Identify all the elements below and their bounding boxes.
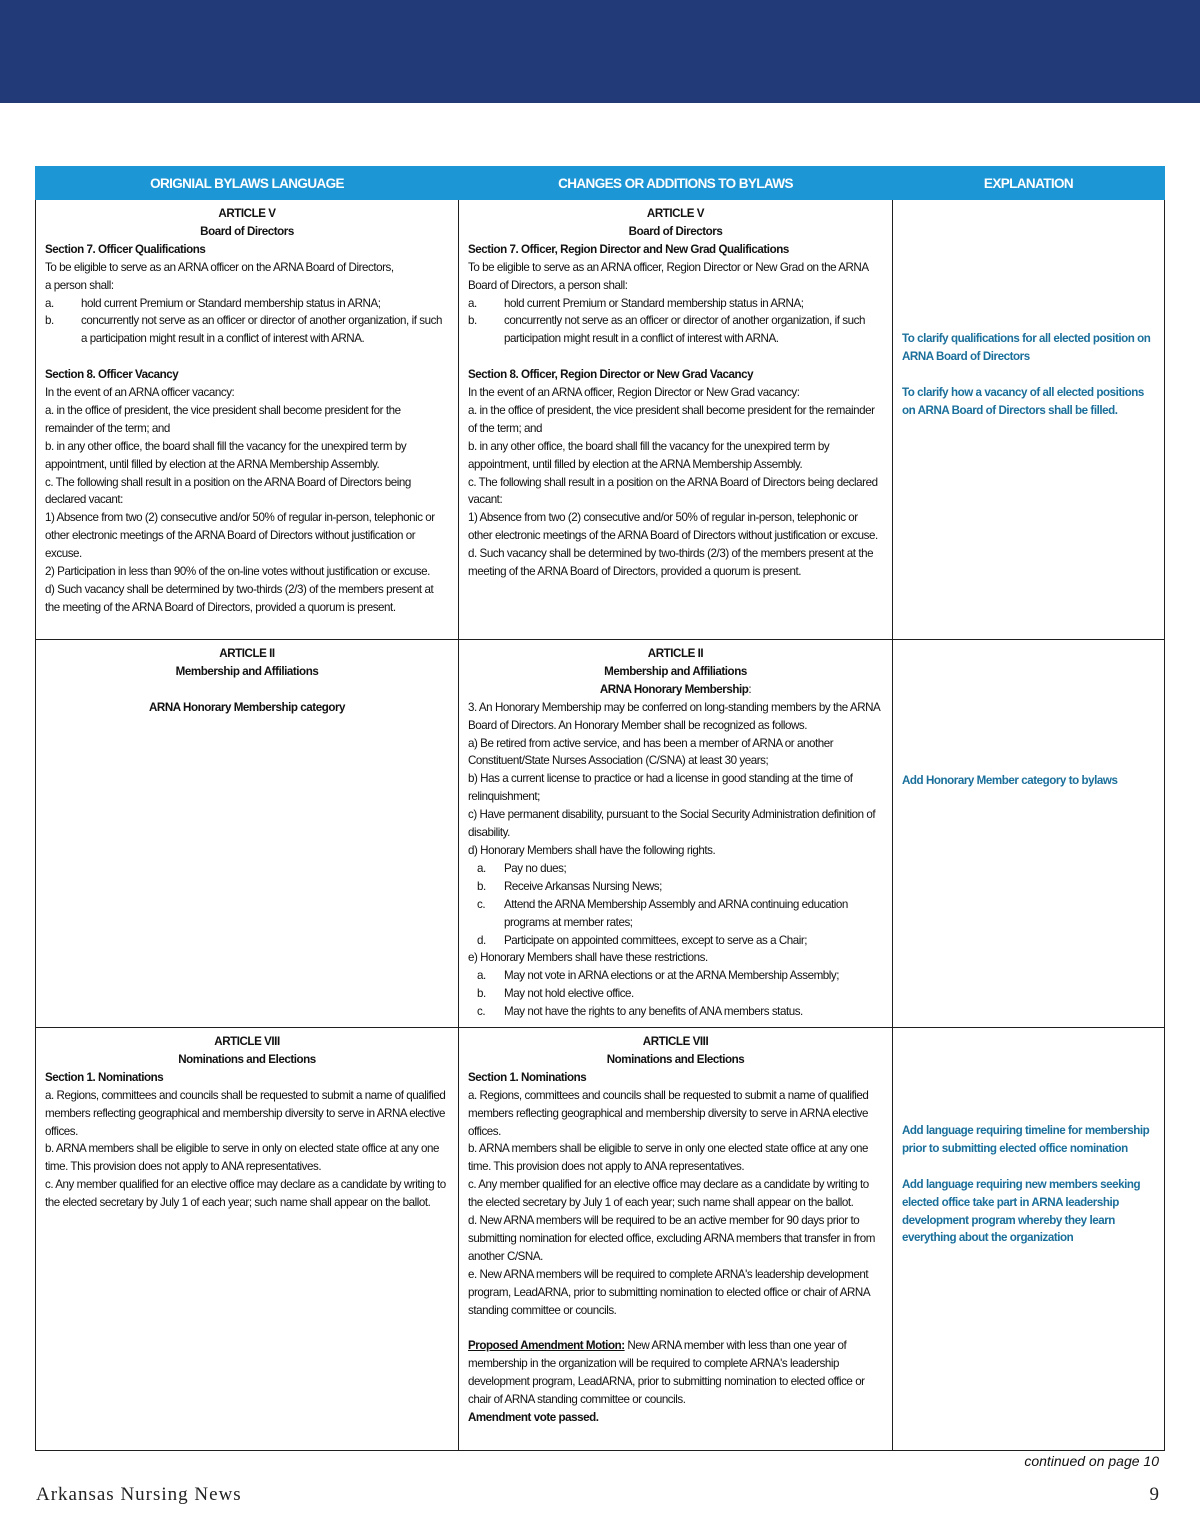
section-heading: Section 8. Officer, Region Director or New Grad Vacancy [468, 368, 754, 382]
bylaws-table [35, 166, 1165, 1451]
list-marker: a. [468, 296, 477, 310]
paragraph: d. Such vacancy shall be determined by two-thirds (2/3) of the members present at the meeting of the ARNA Board of Directors, provided a quorum is present. [468, 547, 874, 579]
paragraph: a. in the office of president, the vice president shall become president for the remainder of the term; and [45, 403, 401, 435]
motion-text: New ARNA member with less than one year of membership in the organization will be required to complete ARNA's leadership development program, LeadARNA, prior to submitting nomination to elected office or chair of ARNA standing committee or councils. [468, 1339, 865, 1407]
explanation-text: Add language requiring timeline for membership prior to submitting elected office nomination [902, 1124, 1150, 1155]
table-row [36, 200, 1165, 640]
explanation-cell [893, 1028, 1165, 1451]
table-row [36, 640, 1165, 1028]
list-text: hold current Premium or Standard membership status in ARNA; [504, 296, 804, 310]
paragraph: b) Has a current license to practice or had a license in good standing at the time of relinquishment; [468, 772, 853, 804]
paragraph: a. Regions, committees and councils shall be requested to submit a name of qualified members reflecting geographical and membership diversity to serve in ARNA elective offices. [468, 1088, 869, 1138]
table-header-row [36, 167, 1165, 200]
paragraph: To be eligible to serve as an ARNA officer, Region Director or New Grad on the ARNA Board of Directors, a person shall: [468, 260, 869, 292]
article-heading: ARTICLE II [647, 647, 704, 660]
paragraph: e) Honorary Members shall have these restrictions. [468, 951, 708, 965]
paragraph: b. in any other office, the board shall fill the vacancy for the unexpired term by appointment, until filled by election at the ARNA Membership Assembly. [468, 439, 830, 471]
paragraph: c. The following shall result in a position on the ARNA Board of Directors being declared vacant: [468, 475, 878, 507]
article-title: Board of Directors [200, 224, 294, 238]
paragraph: d. New ARNA members will be required to be an active member for 90 days prior to submitting nomination for elected office, excluding ARNA members that transfer in from another C/SNA. [468, 1214, 876, 1263]
header-changes: CHANGES OR ADDITIONS TO BYLAWS [459, 167, 893, 200]
paragraph: e. New ARNA members will be required to complete ARNA's leadership development program, LeadARNA, prior to submitting nomination to elected office or chair of ARNA standing committee or councils. [468, 1267, 870, 1317]
list-marker: b. [477, 879, 486, 893]
list-text: concurrently not serve as an officer or director of another organization, if such a participation might result in a conflict of interest with ARNA. [81, 314, 442, 346]
changes-cell [459, 200, 893, 640]
article-heading: ARTICLE II [219, 647, 275, 660]
changes-cell [459, 1028, 893, 1451]
paragraph: To be eligible to serve as an ARNA officer on the ARNA Board of Directors, [45, 260, 394, 274]
paragraph: c) Have permanent disability, pursuant to the Social Security Administration definition of disability. [468, 808, 876, 840]
article-title: Membership and Affiliations [175, 664, 319, 678]
article-title: Board of Directors [628, 224, 723, 238]
section-heading: Section 1. Nominations [45, 1070, 164, 1084]
list-text: Pay no dues; [504, 861, 567, 875]
list-text: May not hold elective office. [504, 987, 634, 1001]
paragraph: b. ARNA members shall be eligible to serve in only on elected state office at any one time. This provision does not apply to ANA representatives. [45, 1142, 439, 1174]
list-text: hold current Premium or Standard membership status in ARNA; [81, 296, 381, 310]
page-number: 9 [1149, 1484, 1159, 1505]
paragraph: a) Be retired from active service, and has been a member of ARNA or another Constituent/State Nurses Association (C/SNA) at least 30 years; [468, 736, 834, 768]
list-marker: c. [477, 897, 486, 911]
list-item [468, 295, 883, 313]
header-original: ORIGNIAL BYLAWS LANGUAGE [36, 167, 459, 200]
list-marker: b. [477, 987, 486, 1001]
subtitle-colon: : [748, 682, 752, 696]
paragraph: b. in any other office, the board shall fill the vacancy for the unexpired term by appointment, until filled by election at the ARNA Membership Assembly. [45, 439, 407, 471]
article-title: Membership and Affiliations [604, 664, 747, 678]
header-explanation: EXPLANATION [893, 167, 1165, 200]
paragraph: a. Regions, committees and councils shall be requested to submit a name of qualified members reflecting geographical and membership diversity to serve in ARNA elective offices. [45, 1088, 446, 1138]
article-title: Nominations and Elections [178, 1052, 316, 1066]
explanation-text: To clarify how a vacancy of all elected positions on ARNA Board of Directors shall be filled. [902, 385, 1144, 417]
paragraph: c. Any member qualified for an elective office may declare as a candidate by writing to the elected secretary by July 1 of each year; such name shall appear on the ballot. [45, 1178, 446, 1210]
list-text: May not vote in ARNA elections or at the ARNA Membership Assembly; [504, 969, 840, 983]
list-marker: b. [45, 314, 54, 328]
section-heading: Section 8. Officer Vacancy [45, 368, 179, 382]
explanation-text: Add Honorary Member category to bylaws [902, 774, 1118, 787]
vote-result: Amendment vote passed. [468, 1411, 599, 1425]
paragraph: 1) Absence from two (2) consecutive and/or 50% of regular in-person, telephonic or other electronic meetings of the ARNA Board of Directors without justification or excuse. [468, 511, 878, 543]
paragraph: In the event of an ARNA officer, Region Director or New Grad vacancy: [468, 386, 800, 400]
list-item [468, 1003, 883, 1021]
subtitle-text: ARNA Honorary Membership [599, 682, 749, 696]
category-label: ARNA Honorary Membership category [148, 700, 346, 714]
paragraph: 2) Participation in less than 90% of the on-line votes without justification or excuse. [45, 565, 430, 579]
list-item [468, 878, 883, 896]
paragraph: In the event of an ARNA officer vacancy: [45, 386, 235, 400]
section-heading: Section 7. Officer Qualifications [45, 242, 206, 256]
motion-label: Proposed Amendment Motion: [468, 1339, 625, 1353]
list-marker: d. [477, 933, 486, 947]
article-title: Nominations and Elections [606, 1052, 745, 1066]
original-cell [36, 1028, 459, 1451]
list-text: concurrently not serve as an officer or director of another organization, if such participation might result in a conflict of interest with ARNA. [504, 314, 865, 346]
article-heading: ARTICLE VIII [642, 1035, 709, 1048]
list-marker: b. [468, 314, 477, 328]
continued-note: continued on page 10 [1024, 1453, 1159, 1469]
paragraph: a person shall: [45, 278, 114, 292]
list-item [468, 312, 883, 348]
list-text: Attend the ARNA Membership Assembly and ARNA continuing education programs at member rates; [504, 897, 848, 929]
paragraph: b. ARNA members shall be eligible to serve in only one elected state office at any one time. This provision does not apply to ANA representatives. [468, 1142, 868, 1174]
original-cell [36, 640, 459, 1028]
list-item [468, 985, 883, 1003]
list-text: May not have the rights to any benefits of ANA members status. [504, 1005, 803, 1019]
explanation-text: Add language requiring new members seeking elected office take part in ARNA leadership development program whereby they learn everything about the organization [902, 1177, 1141, 1245]
list-text: Participate on appointed committees, except to serve as a Chair; [504, 933, 808, 947]
article-heading: ARTICLE V [646, 207, 705, 220]
list-item [468, 896, 883, 932]
list-marker: a. [45, 296, 54, 310]
explanation-cell [893, 200, 1165, 640]
publication-title: Arkansas Nursing News [36, 1484, 242, 1505]
amendment-motion [468, 1337, 883, 1409]
list-item [468, 967, 883, 985]
paragraph: c. Any member qualified for an elective office may declare as a candidate by writing to the elected secretary by July 1 of each year; such name shall appear on the ballot. [468, 1178, 869, 1210]
list-text: Receive Arkansas Nursing News; [504, 879, 662, 893]
explanation-cell [893, 640, 1165, 1028]
section-heading: Section 7. Officer, Region Director and New Grad Qualifications [468, 242, 789, 256]
list-marker: a. [477, 861, 486, 875]
list-marker: c. [477, 1005, 486, 1019]
table-row [36, 1028, 1165, 1451]
article-heading: ARTICLE V [218, 207, 276, 220]
paragraph: d) Such vacancy shall be determined by two-thirds (2/3) of the members present at the meeting of the ARNA Board of Directors, provided a quorum is present. [45, 583, 434, 614]
subtitle [468, 681, 883, 699]
changes-cell [459, 640, 893, 1028]
original-cell [36, 200, 459, 640]
paragraph: a. in the office of president, the vice president shall become president for the remainder of the term; and [468, 403, 875, 435]
explanation-text: To clarify qualifications for all elected position on ARNA Board of Directors [902, 332, 1151, 363]
list-marker: a. [477, 969, 486, 983]
section-heading: Section 1. Nominations [468, 1070, 587, 1084]
list-item [468, 860, 883, 878]
list-item [45, 295, 449, 313]
article-heading: ARTICLE VIII [214, 1035, 280, 1048]
list-item [468, 932, 883, 950]
paragraph: c. The following shall result in a position on the ARNA Board of Directors being declared vacant: [45, 475, 411, 507]
top-banner [0, 0, 1200, 103]
list-item [45, 312, 449, 348]
paragraph: 1) Absence from two (2) consecutive and/or 50% of regular in-person, telephonic or other electronic meetings of the ARNA Board of Directors without justification or excuse. [45, 511, 435, 561]
paragraph: d) Honorary Members shall have the following rights. [468, 843, 716, 857]
paragraph: 3. An Honorary Membership may be conferred on long-standing members by the ARNA Board of Directors. An Honorary Member shall be recognized as follows. [468, 700, 880, 732]
